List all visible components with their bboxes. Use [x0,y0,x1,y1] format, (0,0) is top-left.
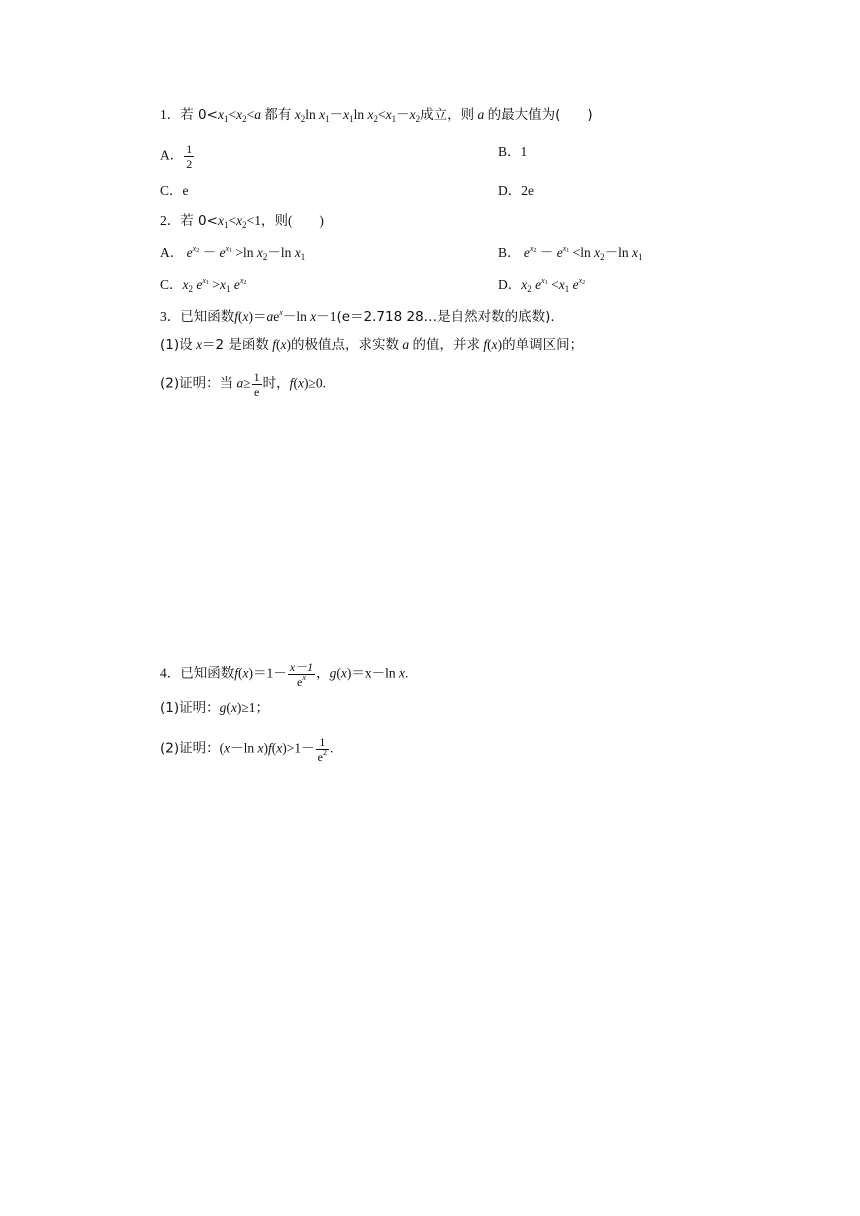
question-number: 3． [160,309,181,324]
denominator-text: e [317,750,323,764]
text: >1－ [286,740,315,756]
text: ≥ [243,375,251,391]
question-number: 1． [160,107,181,122]
text: ＝2 是函数 [202,337,269,353]
text: (1)证明： [160,700,220,716]
denominator: $e^x$ [296,673,306,689]
numerator: 1 [316,735,329,750]
fraction [184,142,194,171]
text: ＝x－ln [351,665,396,681]
q2-option-c: C．$x_2$ $e^{x_1} >x_1$ $e^{x_2}$ [160,276,247,294]
q1-option-c [160,182,189,200]
denominator: 2 [186,157,193,171]
option-label: A． [160,147,184,163]
denominator: e [254,385,260,399]
fraction [288,660,315,689]
question-4-part-1: (1)证明：g(x)≥1； [160,700,270,716]
text: 时， [262,375,290,392]
q1-option-d [498,182,534,200]
q1-option-a [160,142,195,171]
numerator: 1 [186,142,193,156]
question-2-stem: 2．若 $0<x_1<x_2<1$，则( ) [160,213,324,230]
question-4-part-2: (2)证明：(x－ln x)f(x)>1－ $\frac{1}{e^2}$ . [160,735,334,764]
text: 成立，则 [420,107,475,123]
question-4-stem: 4．已知函数f(x)＝1－ $\frac{x-1}{e^x}$ ，g(x)＝x－ln x. [160,660,409,689]
q2-option-d: D．$x_2$ $e^{x_1} <x_1$ $e^{x_2}$ [498,276,586,294]
option-label: A． [160,245,184,260]
option-label: C． [160,183,183,198]
option-label: D． [498,183,522,198]
question-number: 4． [160,665,181,681]
text: ， [316,665,330,681]
option-value: 1 [520,144,528,159]
text: ≥0. [308,375,326,391]
option-label: B． [498,245,521,260]
numerator-text: x－1 [289,660,314,674]
question-1-stem: 1．若 $0<x_1<x_2<a$ 都有 $x_2\ln$ $x_1-x_1\ln$ $x_2<x_1-x_2$成立，则 a 的最大值为( ) [160,107,593,124]
text: ＝1－ [253,665,287,681]
q1-option-b [498,143,527,161]
q2-option-a: A． $e^{x_2} - e^{x_1} >\ln$ $x_2-\ln$ $x_1$ [160,244,306,262]
var-a: a [254,107,261,122]
question-3-part-2: (2)证明：当 a≥ $\frac{1}{e}$ 时，f(x)≥0. [160,370,326,399]
option-value: 2e [521,183,534,198]
text: (e＝2.718 28…是自然对数的底数). [336,309,555,325]
text: (2)证明： [160,740,220,757]
denominator: $e^2$ [317,748,327,764]
text: (2)证明：当 [160,375,234,392]
q2-option-b: B． $e^{x_2} - e^{x_1} <\ln$ $x_2-\ln$ $x_1$ [498,244,643,262]
fraction [252,370,262,399]
text: 都有 [264,107,292,123]
option-label: C． [160,277,183,292]
text: 若 0< [180,213,218,229]
fraction [316,735,329,764]
text: 的值，并求 [412,337,481,353]
text: 的最大值为( ) [487,107,593,123]
text: 的单调区间； [502,337,584,353]
text: 的极值点，求实数 [291,337,400,353]
text: 若 0< [180,107,218,123]
question-3-stem: 3．已知函数$f(x)=ae^x-\ln$ x－1(e＝2.718 28…是自然对数的底数). [160,308,555,325]
option-label: B． [498,144,521,159]
text: 已知函数 [180,665,235,682]
denominator-text: e [296,675,303,689]
question-3-part-1: (1)设 x＝2 是函数 f(x)的极值点，求实数 a 的值，并求 f(x)的单调区间； [160,337,584,353]
option-label: D． [498,277,522,292]
text: (1)设 [160,337,193,353]
question-number: 2． [160,213,181,228]
text: 已知函数 [180,309,235,325]
text: <1，则( ) [246,213,324,228]
option-value: e [182,183,189,198]
text: ≥1； [241,700,270,715]
numerator: 1 [253,370,260,384]
